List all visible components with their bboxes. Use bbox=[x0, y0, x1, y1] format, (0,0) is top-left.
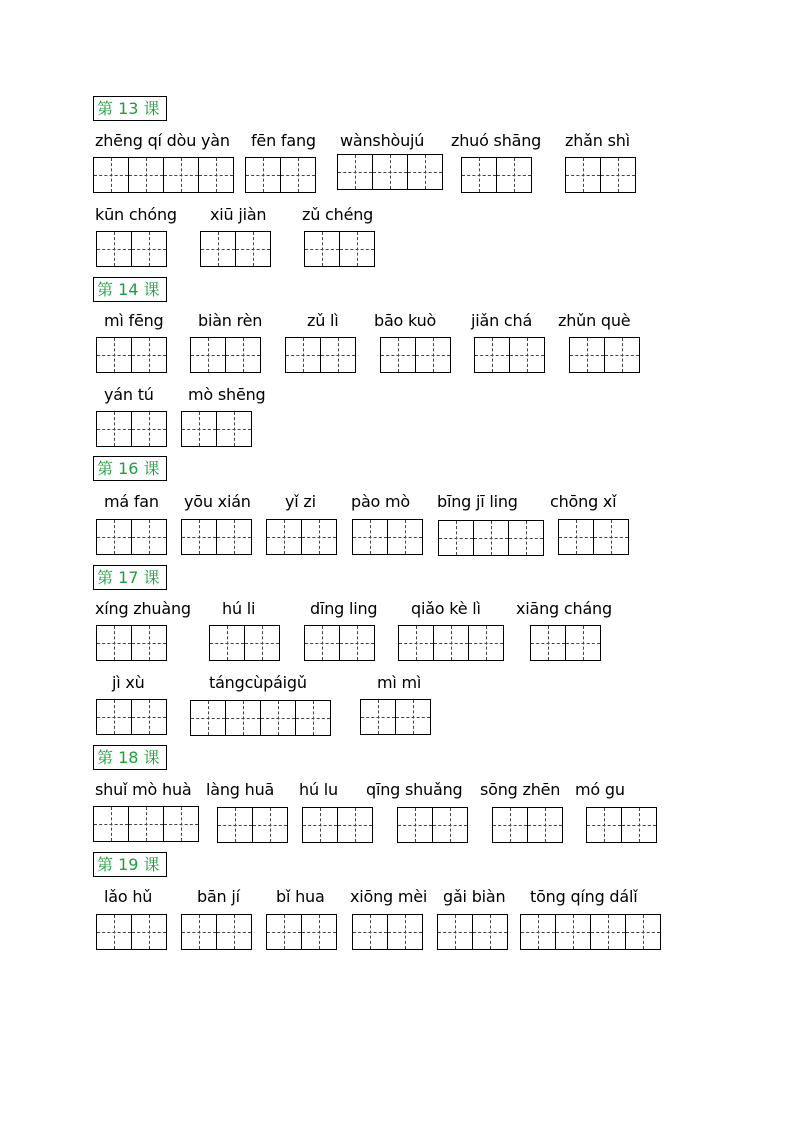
writing-cell[interactable] bbox=[496, 157, 532, 193]
writing-cell[interactable] bbox=[433, 625, 469, 661]
writing-grid[interactable] bbox=[96, 519, 166, 555]
writing-grid[interactable] bbox=[200, 231, 270, 267]
pinyin-label: zhǔn què bbox=[558, 311, 631, 330]
writing-grid[interactable] bbox=[438, 520, 543, 556]
writing-cell[interactable] bbox=[407, 154, 443, 190]
writing-grid[interactable] bbox=[397, 807, 467, 843]
writing-cell[interactable] bbox=[472, 914, 508, 950]
writing-grid[interactable] bbox=[245, 157, 315, 193]
writing-cell[interactable] bbox=[190, 337, 226, 373]
pinyin-label: mì fēng bbox=[104, 311, 164, 330]
writing-grid[interactable] bbox=[266, 914, 336, 950]
writing-cell[interactable] bbox=[163, 157, 199, 193]
writing-cell[interactable] bbox=[96, 914, 132, 950]
lesson-header-17: 第 17 课 bbox=[93, 565, 167, 590]
pinyin-label: chōng xǐ bbox=[550, 492, 617, 511]
writing-grid[interactable] bbox=[520, 914, 660, 950]
writing-grid[interactable] bbox=[96, 411, 166, 447]
writing-grid[interactable] bbox=[209, 625, 279, 661]
writing-cell[interactable] bbox=[209, 625, 245, 661]
writing-grid[interactable] bbox=[304, 231, 374, 267]
writing-cell[interactable] bbox=[352, 914, 388, 950]
writing-grid[interactable] bbox=[437, 914, 507, 950]
writing-cell[interactable] bbox=[600, 157, 636, 193]
writing-grid[interactable] bbox=[217, 807, 287, 843]
writing-cell[interactable] bbox=[565, 157, 601, 193]
pinyin-label: kūn chóng bbox=[95, 205, 177, 224]
writing-cell[interactable] bbox=[586, 807, 622, 843]
writing-cell[interactable] bbox=[304, 625, 340, 661]
writing-cell[interactable] bbox=[295, 700, 331, 736]
writing-cell[interactable] bbox=[415, 337, 451, 373]
writing-grid[interactable] bbox=[461, 157, 531, 193]
writing-grid[interactable] bbox=[569, 337, 639, 373]
pinyin-label: dīng ling bbox=[310, 599, 378, 618]
writing-cell[interactable] bbox=[128, 157, 164, 193]
writing-cell[interactable] bbox=[225, 337, 261, 373]
writing-cell[interactable] bbox=[216, 519, 252, 555]
pinyin-label: hú li bbox=[222, 599, 256, 618]
writing-cell[interactable] bbox=[181, 519, 217, 555]
writing-cell[interactable] bbox=[558, 519, 594, 555]
pinyin-label: zhuó shāng bbox=[451, 131, 542, 150]
writing-cell[interactable] bbox=[530, 625, 566, 661]
writing-cell[interactable] bbox=[131, 914, 167, 950]
writing-cell[interactable] bbox=[266, 914, 302, 950]
pinyin-label: wànshòujú bbox=[340, 131, 425, 150]
writing-cell[interactable] bbox=[625, 914, 661, 950]
writing-grid[interactable] bbox=[181, 411, 251, 447]
writing-grid[interactable] bbox=[285, 337, 355, 373]
writing-cell[interactable] bbox=[216, 411, 252, 447]
writing-cell[interactable] bbox=[509, 337, 545, 373]
writing-cell[interactable] bbox=[438, 520, 474, 556]
pinyin-label: bāo kuò bbox=[374, 311, 437, 330]
pinyin-label: qiǎo kè lì bbox=[411, 599, 481, 618]
pinyin-label: bīng jī ling bbox=[437, 492, 518, 511]
writing-cell[interactable] bbox=[468, 625, 504, 661]
writing-grid[interactable] bbox=[337, 154, 442, 190]
writing-cell[interactable] bbox=[217, 807, 253, 843]
pinyin-label: zhēng qí dòu yàn bbox=[95, 131, 230, 150]
writing-cell[interactable] bbox=[96, 337, 132, 373]
pinyin-label: jiǎn chá bbox=[471, 311, 533, 330]
pinyin-label: sōng zhēn bbox=[480, 780, 561, 799]
writing-cell[interactable] bbox=[285, 337, 321, 373]
writing-cell[interactable] bbox=[131, 231, 167, 267]
pinyin-label: xiāng cháng bbox=[516, 599, 612, 618]
writing-cell[interactable] bbox=[252, 807, 288, 843]
writing-grid[interactable] bbox=[96, 337, 166, 373]
writing-grid[interactable] bbox=[96, 231, 166, 267]
writing-cell[interactable] bbox=[304, 231, 340, 267]
writing-cell[interactable] bbox=[260, 700, 296, 736]
pinyin-label: qīng shuǎng bbox=[366, 780, 463, 799]
pinyin-label: má fan bbox=[104, 492, 159, 511]
writing-cell[interactable] bbox=[432, 807, 468, 843]
pinyin-label: shuǐ mò huà bbox=[95, 780, 192, 799]
writing-grid[interactable] bbox=[530, 625, 600, 661]
writing-grid[interactable] bbox=[96, 699, 166, 735]
writing-grid[interactable] bbox=[380, 337, 450, 373]
writing-cell[interactable] bbox=[93, 157, 129, 193]
pinyin-label: hú lu bbox=[299, 780, 338, 799]
lesson-header-13: 第 13 课 bbox=[93, 96, 167, 121]
writing-cell[interactable] bbox=[527, 807, 563, 843]
pinyin-label: xíng zhuàng bbox=[95, 599, 191, 618]
writing-grid[interactable] bbox=[474, 337, 544, 373]
writing-cell[interactable] bbox=[200, 231, 236, 267]
writing-grid[interactable] bbox=[352, 914, 422, 950]
lesson-header-19: 第 19 课 bbox=[93, 852, 167, 877]
writing-grid[interactable] bbox=[360, 699, 430, 735]
writing-grid[interactable] bbox=[302, 807, 372, 843]
writing-grid[interactable] bbox=[492, 807, 562, 843]
writing-cell[interactable] bbox=[244, 625, 280, 661]
writing-cell[interactable] bbox=[337, 807, 373, 843]
pinyin-label: xiōng mèi bbox=[350, 887, 428, 906]
writing-cell[interactable] bbox=[96, 231, 132, 267]
writing-cell[interactable] bbox=[280, 157, 316, 193]
pinyin-label: lǎo hǔ bbox=[104, 887, 153, 906]
writing-cell[interactable] bbox=[190, 700, 226, 736]
writing-cell[interactable] bbox=[621, 807, 657, 843]
writing-grid[interactable] bbox=[266, 519, 336, 555]
writing-cell[interactable] bbox=[96, 699, 132, 735]
writing-cell[interactable] bbox=[131, 519, 167, 555]
writing-cell[interactable] bbox=[96, 625, 132, 661]
writing-cell[interactable] bbox=[461, 157, 497, 193]
writing-cell[interactable] bbox=[387, 519, 423, 555]
writing-cell[interactable] bbox=[225, 700, 261, 736]
writing-cell[interactable] bbox=[131, 337, 167, 373]
writing-grid[interactable] bbox=[586, 807, 656, 843]
pinyin-label: bān jí bbox=[197, 887, 240, 906]
writing-grid[interactable] bbox=[190, 337, 260, 373]
writing-grid[interactable] bbox=[565, 157, 635, 193]
writing-cell[interactable] bbox=[96, 411, 132, 447]
writing-cell[interactable] bbox=[352, 519, 388, 555]
writing-cell[interactable] bbox=[372, 154, 408, 190]
pinyin-label: tōng qíng dálǐ bbox=[530, 887, 638, 906]
pinyin-label: gǎi biàn bbox=[443, 887, 506, 906]
writing-cell[interactable] bbox=[245, 157, 281, 193]
writing-cell[interactable] bbox=[339, 625, 375, 661]
lesson-header-18: 第 18 课 bbox=[93, 745, 167, 770]
writing-cell[interactable] bbox=[604, 337, 640, 373]
writing-grid[interactable] bbox=[93, 806, 198, 842]
writing-cell[interactable] bbox=[569, 337, 605, 373]
pinyin-label: yǐ zi bbox=[285, 492, 316, 511]
pinyin-label: mò shēng bbox=[188, 385, 266, 404]
writing-cell[interactable] bbox=[555, 914, 591, 950]
writing-cell[interactable] bbox=[337, 154, 373, 190]
pinyin-label: mó gu bbox=[575, 780, 625, 799]
writing-cell[interactable] bbox=[301, 914, 337, 950]
writing-cell[interactable] bbox=[181, 411, 217, 447]
pinyin-label: xiū jiàn bbox=[210, 205, 267, 224]
pinyin-label: zhǎn shì bbox=[565, 131, 630, 150]
pinyin-label: làng huā bbox=[206, 780, 275, 799]
writing-cell[interactable] bbox=[235, 231, 271, 267]
writing-cell[interactable] bbox=[474, 337, 510, 373]
writing-cell[interactable] bbox=[93, 806, 129, 842]
writing-cell[interactable] bbox=[302, 807, 338, 843]
writing-cell[interactable] bbox=[131, 411, 167, 447]
writing-cell[interactable] bbox=[520, 914, 556, 950]
writing-cell[interactable] bbox=[508, 520, 544, 556]
writing-grid[interactable] bbox=[96, 625, 166, 661]
writing-grid[interactable] bbox=[190, 700, 330, 736]
pinyin-label: pào mò bbox=[351, 492, 411, 511]
writing-grid[interactable] bbox=[96, 914, 166, 950]
writing-cell[interactable] bbox=[320, 337, 356, 373]
writing-grid[interactable] bbox=[181, 914, 251, 950]
writing-cell[interactable] bbox=[163, 806, 199, 842]
writing-grid[interactable] bbox=[398, 625, 503, 661]
writing-cell[interactable] bbox=[473, 520, 509, 556]
pinyin-label: tángcùpáigǔ bbox=[209, 673, 307, 692]
writing-cell[interactable] bbox=[216, 914, 252, 950]
writing-cell[interactable] bbox=[593, 519, 629, 555]
writing-cell[interactable] bbox=[387, 914, 423, 950]
writing-cell[interactable] bbox=[590, 914, 626, 950]
writing-cell[interactable] bbox=[398, 625, 434, 661]
writing-grid[interactable] bbox=[181, 519, 251, 555]
writing-cell[interactable] bbox=[301, 519, 337, 555]
writing-grid[interactable] bbox=[558, 519, 628, 555]
writing-grid[interactable] bbox=[93, 157, 233, 193]
pinyin-label: zǔ chéng bbox=[302, 205, 374, 224]
writing-cell[interactable] bbox=[565, 625, 601, 661]
pinyin-label: bǐ hua bbox=[276, 887, 325, 906]
pinyin-label: yán tú bbox=[104, 385, 154, 404]
writing-cell[interactable] bbox=[492, 807, 528, 843]
writing-cell[interactable] bbox=[198, 157, 234, 193]
writing-cell[interactable] bbox=[397, 807, 433, 843]
writing-cell[interactable] bbox=[380, 337, 416, 373]
writing-cell[interactable] bbox=[131, 699, 167, 735]
pinyin-label: yōu xián bbox=[184, 492, 251, 511]
writing-cell[interactable] bbox=[437, 914, 473, 950]
writing-cell[interactable] bbox=[360, 699, 396, 735]
writing-cell[interactable] bbox=[96, 519, 132, 555]
lesson-header-16: 第 16 课 bbox=[93, 456, 167, 481]
writing-cell[interactable] bbox=[266, 519, 302, 555]
pinyin-label: fēn fang bbox=[251, 131, 316, 150]
writing-cell[interactable] bbox=[339, 231, 375, 267]
pinyin-label: mì mì bbox=[377, 673, 422, 692]
lesson-header-14: 第 14 课 bbox=[93, 277, 167, 302]
writing-grid[interactable] bbox=[304, 625, 374, 661]
writing-cell[interactable] bbox=[395, 699, 431, 735]
writing-cell[interactable] bbox=[131, 625, 167, 661]
pinyin-label: jì xù bbox=[112, 673, 145, 692]
writing-cell[interactable] bbox=[128, 806, 164, 842]
writing-cell[interactable] bbox=[181, 914, 217, 950]
writing-grid[interactable] bbox=[352, 519, 422, 555]
pinyin-label: biàn rèn bbox=[198, 311, 263, 330]
pinyin-label: zǔ lì bbox=[307, 311, 339, 330]
